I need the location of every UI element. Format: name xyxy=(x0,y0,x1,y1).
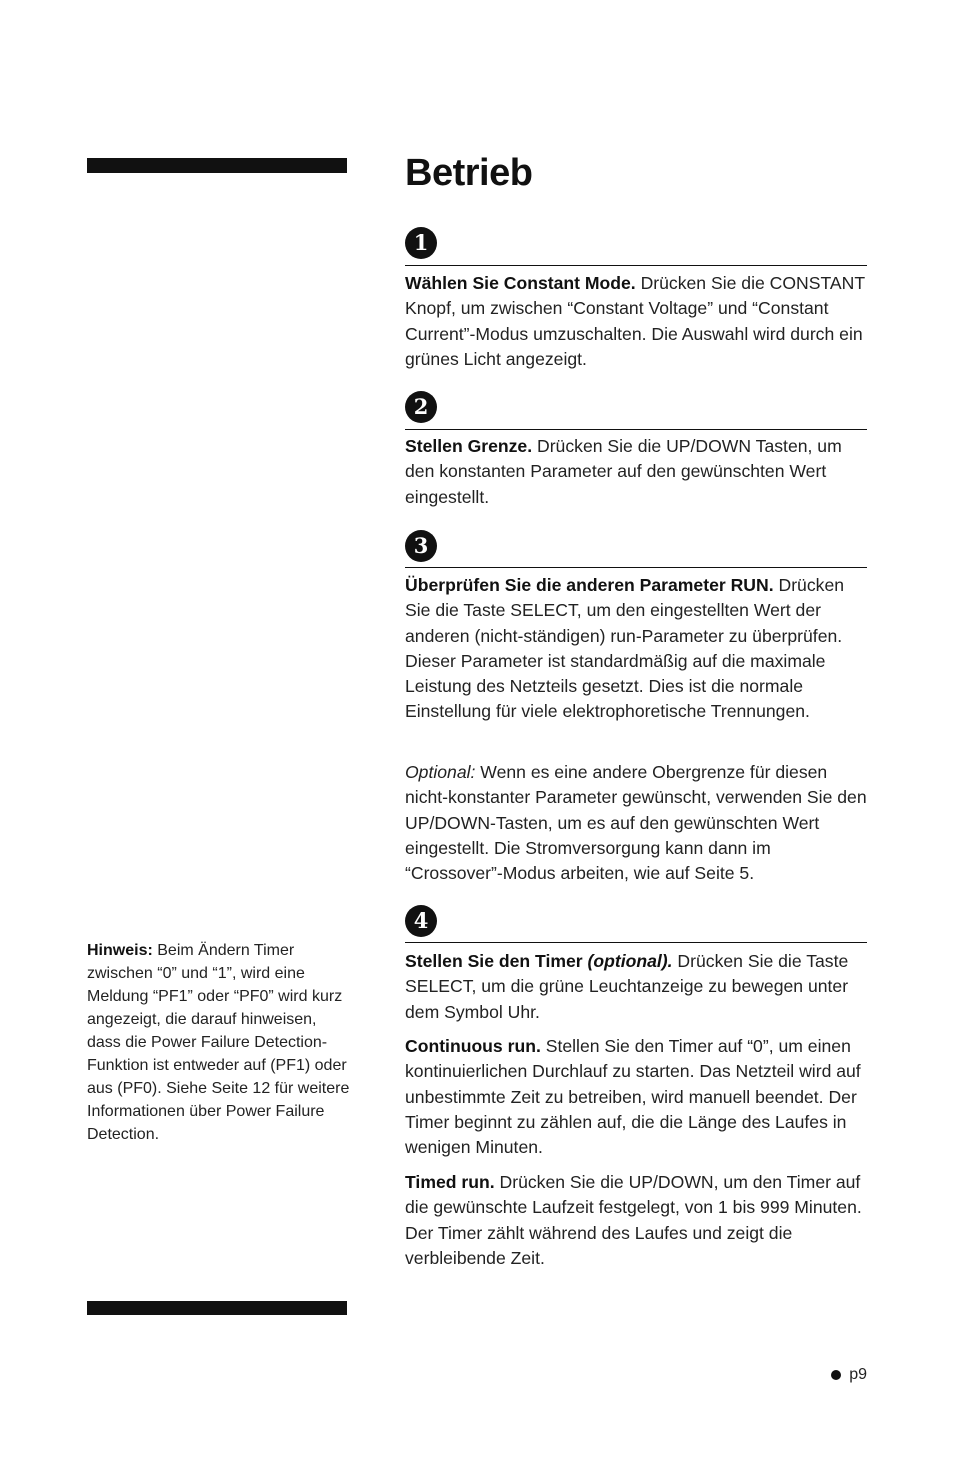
timed-run-text: Drücken Sie die UP/DOWN, um den Timer auf die gewünschte Laufzeit festgelegt, von 1 bis 999 Minuten. Der Timer zählt während des Laufes und zeigt die verbleibende Zeit. xyxy=(405,1172,862,1268)
side-note-text: Beim Ändern Timer zwischen “0” und “1”, wird eine Meldung “PF1” oder “PF0” wird kurz angezeigt, die darauf hinweisen, dass die Power Failure Detection-Funktion ist entweder auf (PF1) oder aus (PF0). Siehe Seite 12 für weitere Informationen über Power Failure Detection. xyxy=(87,942,350,1143)
timed-run-label: Timed run. xyxy=(405,1172,495,1192)
step-3-heading: Überprüfen Sie die anderen Parameter RUN. xyxy=(405,575,774,595)
page-number: p9 xyxy=(849,1366,867,1383)
step-1-paragraph xyxy=(405,271,867,372)
timed-run-paragraph xyxy=(405,1170,867,1271)
step-4-heading-italic: (optional). xyxy=(587,951,673,971)
step-4-paragraph xyxy=(405,949,867,1025)
step-1-rule xyxy=(405,265,867,266)
step-3-paragraph xyxy=(405,573,867,725)
step-3-optional-label: Optional: xyxy=(405,762,476,782)
step-2-rule xyxy=(405,429,867,430)
step-2-paragraph xyxy=(405,434,867,510)
step-4-number-icon: 4 xyxy=(405,905,437,937)
continuous-run-label: Continuous run. xyxy=(405,1036,541,1056)
step-3-rule xyxy=(405,567,867,568)
step-4-heading: Stellen Sie den Timer xyxy=(405,951,588,971)
continuous-run-text: Stellen Sie den Timer auf “0”, um einen kontinuierlichen Durchlauf zu starten. Das Netzteil wird auf unbestimmte Zeit zu betreiben, wird manuell beendet. Der Timer beginnt zu zählen auf, die die Länge des Laufes in wenigen Minuten. xyxy=(405,1036,861,1158)
step-1-number-icon: 1 xyxy=(405,227,437,259)
side-note xyxy=(87,939,352,1146)
step-3-text: Drücken Sie die Taste SELECT, um den eingestellten Wert der anderen (nicht-ständigen) run-Parameter zu überprüfen. Dieser Parameter ist standardmäßig auf die maximale Leistung des Netzteils gesetzt. Dies ist die normale Einstellung für viele elektrophoretische Trennungen. xyxy=(405,575,845,722)
bullet-icon xyxy=(831,1370,841,1380)
step-2-heading: Stellen Grenze. xyxy=(405,436,533,456)
page-title: Betrieb xyxy=(405,152,533,194)
step-4-rule xyxy=(405,942,867,943)
step-2-text: Drücken Sie die UP/DOWN Tasten, um den konstanten Parameter auf den gewünschten Wert eingestellt. xyxy=(405,436,842,507)
step-2-number-icon: 2 xyxy=(405,391,437,423)
step-1-heading: Wählen Sie Constant Mode. xyxy=(405,273,636,293)
step-4-text: Drücken Sie die Taste SELECT, um die grüne Leuchtanzeige zu bewegen unter dem Symbol Uhr. xyxy=(405,951,849,1022)
step-3-number-icon: 3 xyxy=(405,530,437,562)
step-3-optional-paragraph xyxy=(405,760,867,886)
page-footer xyxy=(831,1366,867,1384)
bottom-divider-bar xyxy=(87,1301,347,1315)
step-1-text: Drücken Sie die CONSTANT Knopf, um zwischen “Constant Voltage” und “Constant Current”-Modus umzuschalten. Die Auswahl wird durch ein grünes Licht angezeigt. xyxy=(405,273,865,369)
top-divider-bar xyxy=(87,158,347,173)
continuous-run-paragraph xyxy=(405,1034,867,1160)
step-3-optional-text: Wenn es eine andere Obergrenze für diesen nicht-konstanter Parameter gewünscht, verwenden Sie den UP/DOWN-Tasten, um es auf den gewünschten Wert eingestellt. Die Stromversorgung kann dann im “Crossover”-Modus arbeiten, wie auf Seite 5. xyxy=(405,762,867,884)
side-note-label: Hinweis: xyxy=(87,942,153,959)
